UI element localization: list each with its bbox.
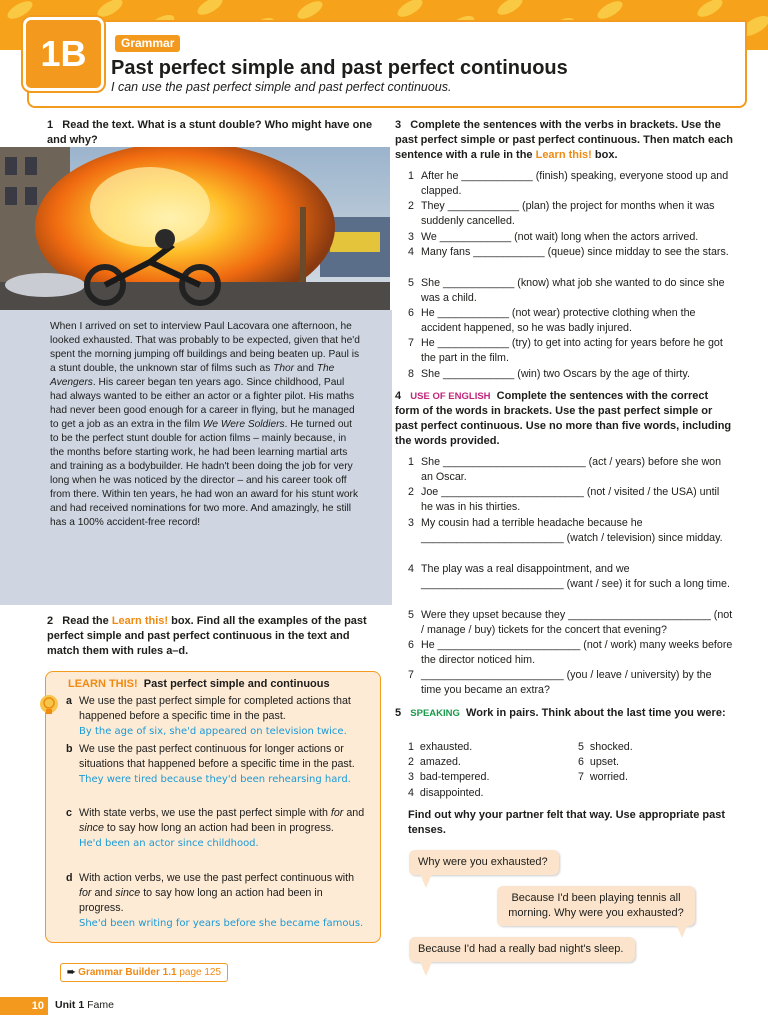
ex4-item: 6 He ________________________ (not / work) many weeks before the director noticed him. <box>408 639 733 666</box>
ex3-item: 6 He ____________ (not wear) protective clothing when the accident happened, so he was badly injured. <box>408 307 696 334</box>
bubble-tail <box>420 962 432 976</box>
learn-this-heading: LEARN THIS! <box>68 678 138 690</box>
adjective-item: 2 amazed. <box>408 756 461 768</box>
exercise-number: 5 <box>395 707 402 719</box>
speaking-followup: Find out why your partner felt that way. Use appropriate past tenses. <box>408 809 726 836</box>
exercise-1-instruction <box>47 118 377 148</box>
instruction-text: Complete the sentences with the verbs in brackets. Use the past perfect simple or past perfect continuous. Then match each sentence with a rule in the <box>395 119 734 161</box>
arrow-icon: ➨ <box>67 967 76 978</box>
rule-letter: b <box>66 743 73 755</box>
grammar-builder-link[interactable] <box>60 963 228 982</box>
adjective-item: 3 bad-tempered. <box>408 771 490 783</box>
exercise-3-instruction <box>395 118 735 163</box>
film-title: We Were Soldiers <box>202 419 285 430</box>
footer-unit-label: Unit 1 <box>55 999 85 1011</box>
page-subtitle: I can use the past perfect simple and past perfect continuous. <box>111 80 452 94</box>
rule-example: By the age of six, she'd appeared on television twice. <box>79 726 347 737</box>
rule-letter: d <box>66 872 73 884</box>
rule-letter: a <box>66 695 72 707</box>
rule-b <box>66 742 366 787</box>
ex4-item: 7 ________________________ (you / leave / university) by the time you became an extra? <box>408 669 712 696</box>
use-of-english-tag: USE OF ENGLISH <box>410 391 491 402</box>
rule-example: She'd been writing for years before she became famous. <box>79 918 364 929</box>
unit-code-tile: 1B <box>23 17 104 91</box>
lightbulb-icon <box>38 694 60 718</box>
reading-text <box>50 320 360 530</box>
section-label: Grammar <box>115 35 180 52</box>
reading-segment: . His career began ten years ago. Since childhood, Paul had always wanted to be either an actor or a fighter pilot. His maths had never been good enough for a career in flying, but he managed to get a job as an extra in the film <box>50 377 355 430</box>
page-number: 10 <box>0 997 48 1015</box>
rule-example: They were tired because they'd been rehearsing hard. <box>79 774 351 785</box>
ex4-item: 5 Were they upset because they ________________________ (not / manage / buy) tickets for the concert that evening? <box>408 609 733 636</box>
instruction-text: box. <box>591 149 618 161</box>
instruction-text: box. Find all the examples of the past perfect simple and past perfect continuous in the text and match them with rules a–d. <box>47 615 367 657</box>
exercise-number: 3 <box>395 119 402 131</box>
reading-segment: . He turned out to be the perfect stunt double for action films – mainly because, in the months before starting work, he had been learning martial arts and training as a bodybuilder. He hadn't been doing the job for very long when he was noticed by the director – and his career took off from there. Within ten years, he had won an award for his stunt work and had received nominations for two more. And amazingly, he still has a 100% accident-free record! <box>50 419 359 528</box>
ex3-item: 1 After he ____________ (finish) speaking, everyone stood up and clapped. <box>408 170 729 197</box>
rule-text: With action verbs, we use the past perfect continuous with for and since to say how long an action had been in progress. <box>79 872 355 914</box>
footer-unit <box>55 999 114 1011</box>
ex4-item: 2 Joe ________________________ (not / visited / the USA) until he was in his thirties. <box>408 486 720 513</box>
adjective-item: 6 upset. <box>578 756 620 768</box>
rule-text: We use the past perfect continuous for longer actions or situations that happened before a specific time in the past. <box>79 743 355 770</box>
rule-text: We use the past perfect simple for completed actions that happened before a specific time in the past. <box>79 695 351 722</box>
rule-text: With state verbs, we use the past perfect simple with for and since to say how long an action had been in progress. <box>79 807 365 834</box>
learn-this-title <box>68 678 330 690</box>
stunt-photo <box>0 147 390 311</box>
exercise-number: 1 <box>47 119 54 131</box>
exercise-5-instruction <box>395 706 735 721</box>
adjective-item: 5 shocked. <box>578 741 633 753</box>
instruction-text: Work in pairs. Think about the last time you were: <box>466 707 726 719</box>
film-title: Thor <box>273 363 295 374</box>
adjective-item: 4 disappointed. <box>408 787 484 799</box>
exercise-4-instruction <box>395 389 735 449</box>
footer-topic: Fame <box>87 999 114 1011</box>
exercise-number: 4 <box>395 390 402 402</box>
rule-example: He'd been an actor since childhood. <box>79 838 259 849</box>
rule-letter: c <box>66 807 72 819</box>
ex3-item: 4 Many fans ____________ (queue) since midday to see the stars. <box>408 246 729 258</box>
instruction-text: Read the <box>62 615 112 627</box>
rule-d <box>66 871 366 931</box>
instruction-text: Read the text. What is a stunt double? Who might have one and why? <box>47 119 373 146</box>
ex4-item: 4 The play was a real disappointment, and we ________________________ (want / see) it for such a long time. <box>408 563 730 590</box>
ex4-item: 1 She ________________________ (act / years) before she won an Oscar. <box>408 456 722 483</box>
ex3-item: 7 He ____________ (try) to get into acting for years before he got the part in the film. <box>408 337 723 364</box>
instruction-text: Complete the sentences with the correct form of the words in brackets. Use the past perfect simple or past perfect continuous. Use no more than five words, including the words provided. <box>395 390 732 447</box>
bubble-tail <box>676 924 688 938</box>
ex3-item: 3 We ____________ (not wait) long when the actors arrived. <box>408 231 699 243</box>
grammar-builder-page: page 125 <box>179 967 222 978</box>
speaking-tag: SPEAKING <box>410 708 460 719</box>
rule-c <box>66 806 366 851</box>
ex4-item: 3 My cousin had a terrible headache because he ________________________ (watch / television) since midday. <box>408 517 723 544</box>
page-title: Past perfect simple and past perfect continuous <box>111 57 568 79</box>
bubble-tail <box>420 874 432 888</box>
film-title: The Avengers <box>50 363 335 388</box>
reading-segment: and <box>294 363 317 374</box>
speech-bubble: Because I'd been playing tennis all morning. Why were you exhausted? <box>497 886 695 926</box>
adjective-item: 1 exhausted. <box>408 741 473 753</box>
ex3-item: 8 She ____________ (win) two Oscars by the age of thirty. <box>408 368 690 380</box>
reading-segment: When I arrived on set to interview Paul Lacovara one afternoon, he looked exhausted. That was probably to be expected, given that he'd spent the morning jumping off buildings and being beaten up. Paul is a stunt double, the unknown star of films such as <box>50 321 360 374</box>
grammar-builder-label: Grammar Builder 1.1 <box>78 967 177 978</box>
speech-bubble: Why were you exhausted? <box>409 850 559 875</box>
ex3-item: 5 She ____________ (know) what job she wanted to do since she was a child. <box>408 277 725 304</box>
adjective-item: 7 worried. <box>578 771 628 783</box>
speech-bubble: Because I'd had a really bad night's sleep. <box>409 937 635 962</box>
rule-a <box>66 694 366 739</box>
learn-this-reference: Learn this! <box>111 615 169 627</box>
learn-this-reference: Learn this! <box>535 149 592 161</box>
stunt-motorbike-fire-image <box>0 147 390 311</box>
exercise-number: 2 <box>47 615 54 627</box>
learn-this-subtitle: Past perfect simple and continuous <box>143 678 330 690</box>
exercise-2-instruction <box>47 614 377 659</box>
ex3-item: 2 They ____________ (plan) the project for months when it was suddenly cancelled. <box>408 200 715 227</box>
